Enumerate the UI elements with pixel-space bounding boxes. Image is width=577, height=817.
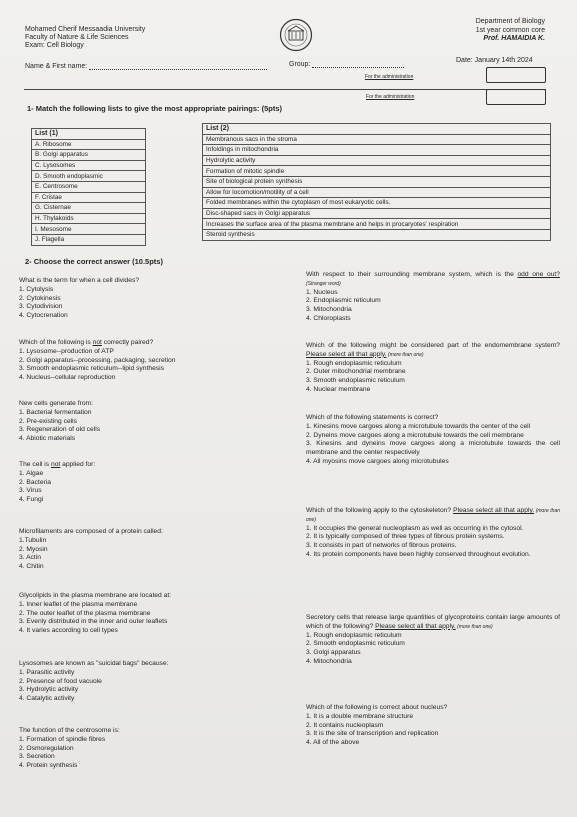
question-emphasis: odd one out? <box>517 271 560 278</box>
question-block <box>19 277 259 321</box>
answer-option[interactable]: 2. The outer leaflet of the plasma membrane <box>19 609 151 617</box>
question-block <box>19 528 259 572</box>
group-label: Group: <box>289 61 311 68</box>
list-item <box>203 208 551 219</box>
list-item-text: Steroid synthesis <box>203 229 551 240</box>
list-item <box>203 176 551 187</box>
answer-option[interactable]: 1. Rough endoplasmic reticulum <box>306 359 402 367</box>
answer-option[interactable]: 2. It contains nucleoplasm <box>306 721 384 729</box>
question-stem: What is the term for when a cell divides? <box>19 277 140 284</box>
list-item-text: Membranous sacs in the stroma <box>203 134 551 145</box>
admin-label-1: For the administration <box>365 74 414 80</box>
answer-option[interactable]: 3. Mitochondria <box>306 306 352 314</box>
answer-option[interactable]: 1. Formation of spindle fibres <box>19 735 106 743</box>
answer-option[interactable]: 4. Its protein components have been highly conserved throughout evolution. <box>306 550 531 558</box>
question-stem: New cells generate from: <box>19 400 93 407</box>
question-text: Which of the following apply to the cytoskeleton? <box>306 507 454 514</box>
list1-table <box>31 128 146 246</box>
answer-option[interactable]: 2. Presence of food vacuole <box>19 677 102 685</box>
institution-header <box>25 26 145 50</box>
answer-option[interactable]: 3. Regeneration of old cells <box>19 426 101 434</box>
answer-option[interactable]: 3. Actin <box>19 554 41 562</box>
question-block <box>306 414 560 467</box>
answer-option[interactable]: 4. Nucleus--cellular reproduction <box>19 374 116 382</box>
question-block <box>19 592 259 636</box>
list-item-text: A. Ribosome <box>32 139 146 150</box>
admin-box-1 <box>486 67 546 83</box>
answer-option[interactable]: 1. It is a double membrane structure <box>306 712 414 720</box>
divider <box>24 89 546 90</box>
question-emphasis: Please select all that apply. <box>375 622 456 630</box>
list-item-text: Formation of mitotic spindle <box>203 166 551 177</box>
question-block <box>306 507 560 560</box>
answer-option[interactable]: 1. Lysosome--production of ATP <box>19 347 114 355</box>
list-item-text: Hydrolytic activity <box>203 155 551 166</box>
question-stem <box>19 339 259 348</box>
list-item <box>32 213 146 224</box>
list-item <box>203 219 551 230</box>
answer-option[interactable]: 4. It varies according to cell types <box>19 627 118 635</box>
exam-title: Exam: Cell Biology <box>25 42 84 49</box>
question-note: (Stranger word) <box>306 280 341 287</box>
answer-option[interactable]: 2. Pre-existing cells <box>19 417 77 425</box>
answer-option[interactable]: 3. Kinesins and dyneins move cargoes along a microtubule towards the cell membrane and the center respectively <box>306 440 560 457</box>
list-item-text: D. Smooth endoplasmic <box>32 171 146 182</box>
question-block <box>19 660 259 704</box>
list-item <box>32 160 146 171</box>
answer-option[interactable]: 3. Secretion <box>19 753 55 761</box>
question-stem <box>306 342 560 360</box>
answer-option[interactable]: 2. Cytokinesis <box>19 294 61 302</box>
answer-option[interactable]: 3. Hydrolytic activity <box>19 686 79 694</box>
answer-option[interactable]: 4. Cytocrenation <box>19 312 68 320</box>
question-note: (more than one) <box>386 351 424 358</box>
list1-header: List (1) <box>32 129 146 140</box>
question-emphasis: Please select all that apply. <box>306 350 387 358</box>
answer-option[interactable]: 3. Evenly distributed in the inner and outer leaflets <box>19 618 168 626</box>
group-field-row <box>289 61 404 68</box>
answer-option[interactable]: 3. Smooth endoplasmic reticulum <box>306 377 405 385</box>
answer-option[interactable]: 4. All of the above <box>306 739 360 747</box>
admin-box-2 <box>486 89 546 105</box>
question-stem <box>306 507 560 525</box>
answer-option[interactable]: 1. Algae <box>19 469 44 477</box>
department-name: Department of Biology <box>475 18 545 25</box>
question-block <box>19 727 259 771</box>
answer-option[interactable]: 4. Fungi <box>19 496 44 504</box>
answer-option[interactable]: 2. Myosin <box>19 545 48 553</box>
question-text: Which of the following might be considered part of the endomembrane system? <box>306 342 560 349</box>
question-stem <box>306 271 560 289</box>
answer-option[interactable]: 2. Smooth endoplasmic reticulum <box>306 640 405 648</box>
list-item <box>203 145 551 156</box>
question-block <box>19 339 259 383</box>
admin-label-2: For the administration <box>366 94 415 100</box>
answer-option[interactable]: 1. Inner leaflet of the plasma membrane <box>19 600 138 608</box>
question-block <box>306 704 560 748</box>
answer-option[interactable]: 4. Catalytic activity <box>19 695 75 703</box>
list-item-text: B. Golgi apparatus <box>32 150 146 161</box>
answer-option[interactable]: 4. Protein synthesis <box>19 762 78 770</box>
question-note: (more than one) <box>306 508 561 523</box>
name-field-row <box>25 63 267 70</box>
list-item <box>203 187 551 198</box>
question-stem: Which of the following statements is correct? <box>306 414 439 421</box>
question-stem: Lysosomes are known as "suicidal bags" because: <box>19 660 169 667</box>
question-block <box>306 271 560 324</box>
question-stem <box>19 461 259 470</box>
answer-option[interactable]: 3. It is the site of transcription and replication <box>306 730 439 738</box>
question-text: With respect to their surrounding membrane system, which is the <box>306 271 518 278</box>
list-item-text: C. Lysosomes <box>32 160 146 171</box>
answer-option[interactable]: 2. Dyneins move cargoes along a microtubule towards the cell membrane <box>306 431 524 439</box>
question-note: (more than one) <box>455 623 493 630</box>
university-logo-icon <box>279 18 313 52</box>
list-item <box>203 155 551 166</box>
list2-table <box>202 123 551 241</box>
answer-option[interactable]: 4. Mitochondria <box>306 657 352 665</box>
list-item-text: Allow for locomotion/motility of a cell <box>203 187 551 198</box>
question-emphasis: not <box>92 339 102 346</box>
answer-option[interactable]: 3. Golgi apparatus <box>306 649 361 657</box>
question-block <box>306 342 560 395</box>
answer-option[interactable]: 3. It consists in part of networks of fibrous proteins. <box>306 542 457 550</box>
answer-option[interactable]: 3. Virus <box>19 487 42 495</box>
list-item <box>203 229 551 240</box>
answer-option[interactable]: 4. All myosins move cargoes along microtubules <box>306 457 449 465</box>
answer-option[interactable]: 2. Osmoregulation <box>19 744 74 752</box>
list-item <box>203 134 551 145</box>
answer-option[interactable]: 4. Nuclear membrane <box>306 385 371 393</box>
list-item <box>32 171 146 182</box>
university-name: Mohamed Cherif Messaadia University <box>25 26 146 33</box>
answer-option[interactable]: 1. It occupies the general nucleoplasm as well as occurring in the cytosol. <box>306 524 524 532</box>
question-text: correctly paired? <box>101 339 154 346</box>
list-item-text: Site of biological protein synthesis <box>203 176 551 187</box>
question-text: applied for: <box>60 461 96 468</box>
list-item-text: I. Mesosome <box>32 224 146 235</box>
answer-option[interactable]: 1. Bacterial fermentation <box>19 408 92 416</box>
answer-option[interactable]: 1. Cytolysis <box>19 285 54 293</box>
list-item <box>32 139 146 150</box>
list-item-text: F. Cristae <box>32 192 146 203</box>
question-text: The cell is <box>19 461 51 468</box>
department-header <box>476 18 545 44</box>
list-item <box>32 224 146 235</box>
list-item-text: Increases the surface area of the plasma membrane and helps in procaryotes' respiration <box>203 219 551 230</box>
answer-option[interactable]: 1.Tubulin <box>19 536 47 544</box>
question-stem: Glycolipids in the plasma membrane are located at: <box>19 592 172 599</box>
question-stem: The function of the centrosome is: <box>19 727 120 734</box>
section1-title: 1- Match the following lists to give the most appropriate pairings: (5pts) <box>27 104 283 113</box>
answer-option[interactable]: 1. Parasitic activity <box>19 668 75 676</box>
list-item-text: J. Flagella <box>32 234 146 245</box>
question-block <box>19 461 259 505</box>
faculty-name: Faculty of Nature & Life Sciences <box>25 34 129 41</box>
list-item-text: Folded membranes within the cytoplasm of most eukaryotic cells. <box>203 198 551 209</box>
answer-option[interactable]: 1. Rough endoplasmic reticulum <box>306 631 402 639</box>
question-text: Secretory cells that release large quantities of glycoproteins contain large amounts of which of the following? <box>306 614 560 630</box>
list-item-text: Infoldings in mitochondria <box>203 145 551 156</box>
answer-option[interactable]: 1. Nucleus <box>306 288 338 296</box>
list-item-text: Disc-shaped sacs in Golgi apparatus <box>203 208 551 219</box>
question-stem: Microfilaments are composed of a protein called: <box>19 528 163 535</box>
list-item-text: H. Thylakoids <box>32 213 146 224</box>
question-block <box>19 400 259 444</box>
answer-option[interactable]: 3. Cytodivision <box>19 303 63 311</box>
answer-option[interactable]: 4. Chloroplasts <box>306 314 351 322</box>
answer-option[interactable]: 3. Smooth endoplasmic reticulum--lipid synthesis <box>19 365 164 373</box>
exam-date: Date: January 14th 2024 <box>456 57 533 64</box>
list-item <box>32 150 146 161</box>
answer-option[interactable]: 2. It is typically composed of three types of fibrous protein systems. <box>306 533 505 541</box>
answer-option[interactable]: 2. Bacteria <box>19 478 51 486</box>
answer-option[interactable]: 1. Kinesins move cargoes along a microtubule towards the center of the cell <box>306 422 531 430</box>
list-item <box>203 198 551 209</box>
question-stem: Which of the following is correct about nucleus? <box>306 704 448 711</box>
list-item <box>32 234 146 245</box>
question-stem <box>306 614 560 632</box>
answer-option[interactable]: 2. Golgi apparatus--processing, packaging, secretion <box>19 356 176 364</box>
professor-name: Prof. HAMAIDIA K. <box>483 35 545 42</box>
section2-title: 2- Choose the correct answer (10.5pts) <box>25 257 163 266</box>
list-item <box>32 203 146 214</box>
list-item-text: E. Centrosome <box>32 181 146 192</box>
list-item <box>32 181 146 192</box>
question-emphasis: not <box>50 461 61 468</box>
question-emphasis: Please select all that apply. <box>453 507 535 514</box>
answer-option[interactable]: 4. Abiotic materials <box>19 435 76 443</box>
list2-header: List (2) <box>203 124 551 135</box>
question-text: Which of the following is <box>19 339 93 346</box>
answer-option[interactable]: 4. Chitin <box>19 563 44 571</box>
list-item-text: G. Cisternae <box>32 203 146 214</box>
list-item <box>32 192 146 203</box>
answer-option[interactable]: 2. Endoplasmic reticulum <box>306 297 381 305</box>
name-field[interactable] <box>89 69 267 70</box>
year-level: 1st year common core <box>475 26 545 34</box>
group-field[interactable] <box>312 67 404 68</box>
answer-option[interactable]: 2. Outer mitochondrial membrane <box>306 368 406 376</box>
list-item <box>203 166 551 177</box>
name-label: Name & First name: <box>25 63 88 70</box>
question-block <box>306 614 560 667</box>
